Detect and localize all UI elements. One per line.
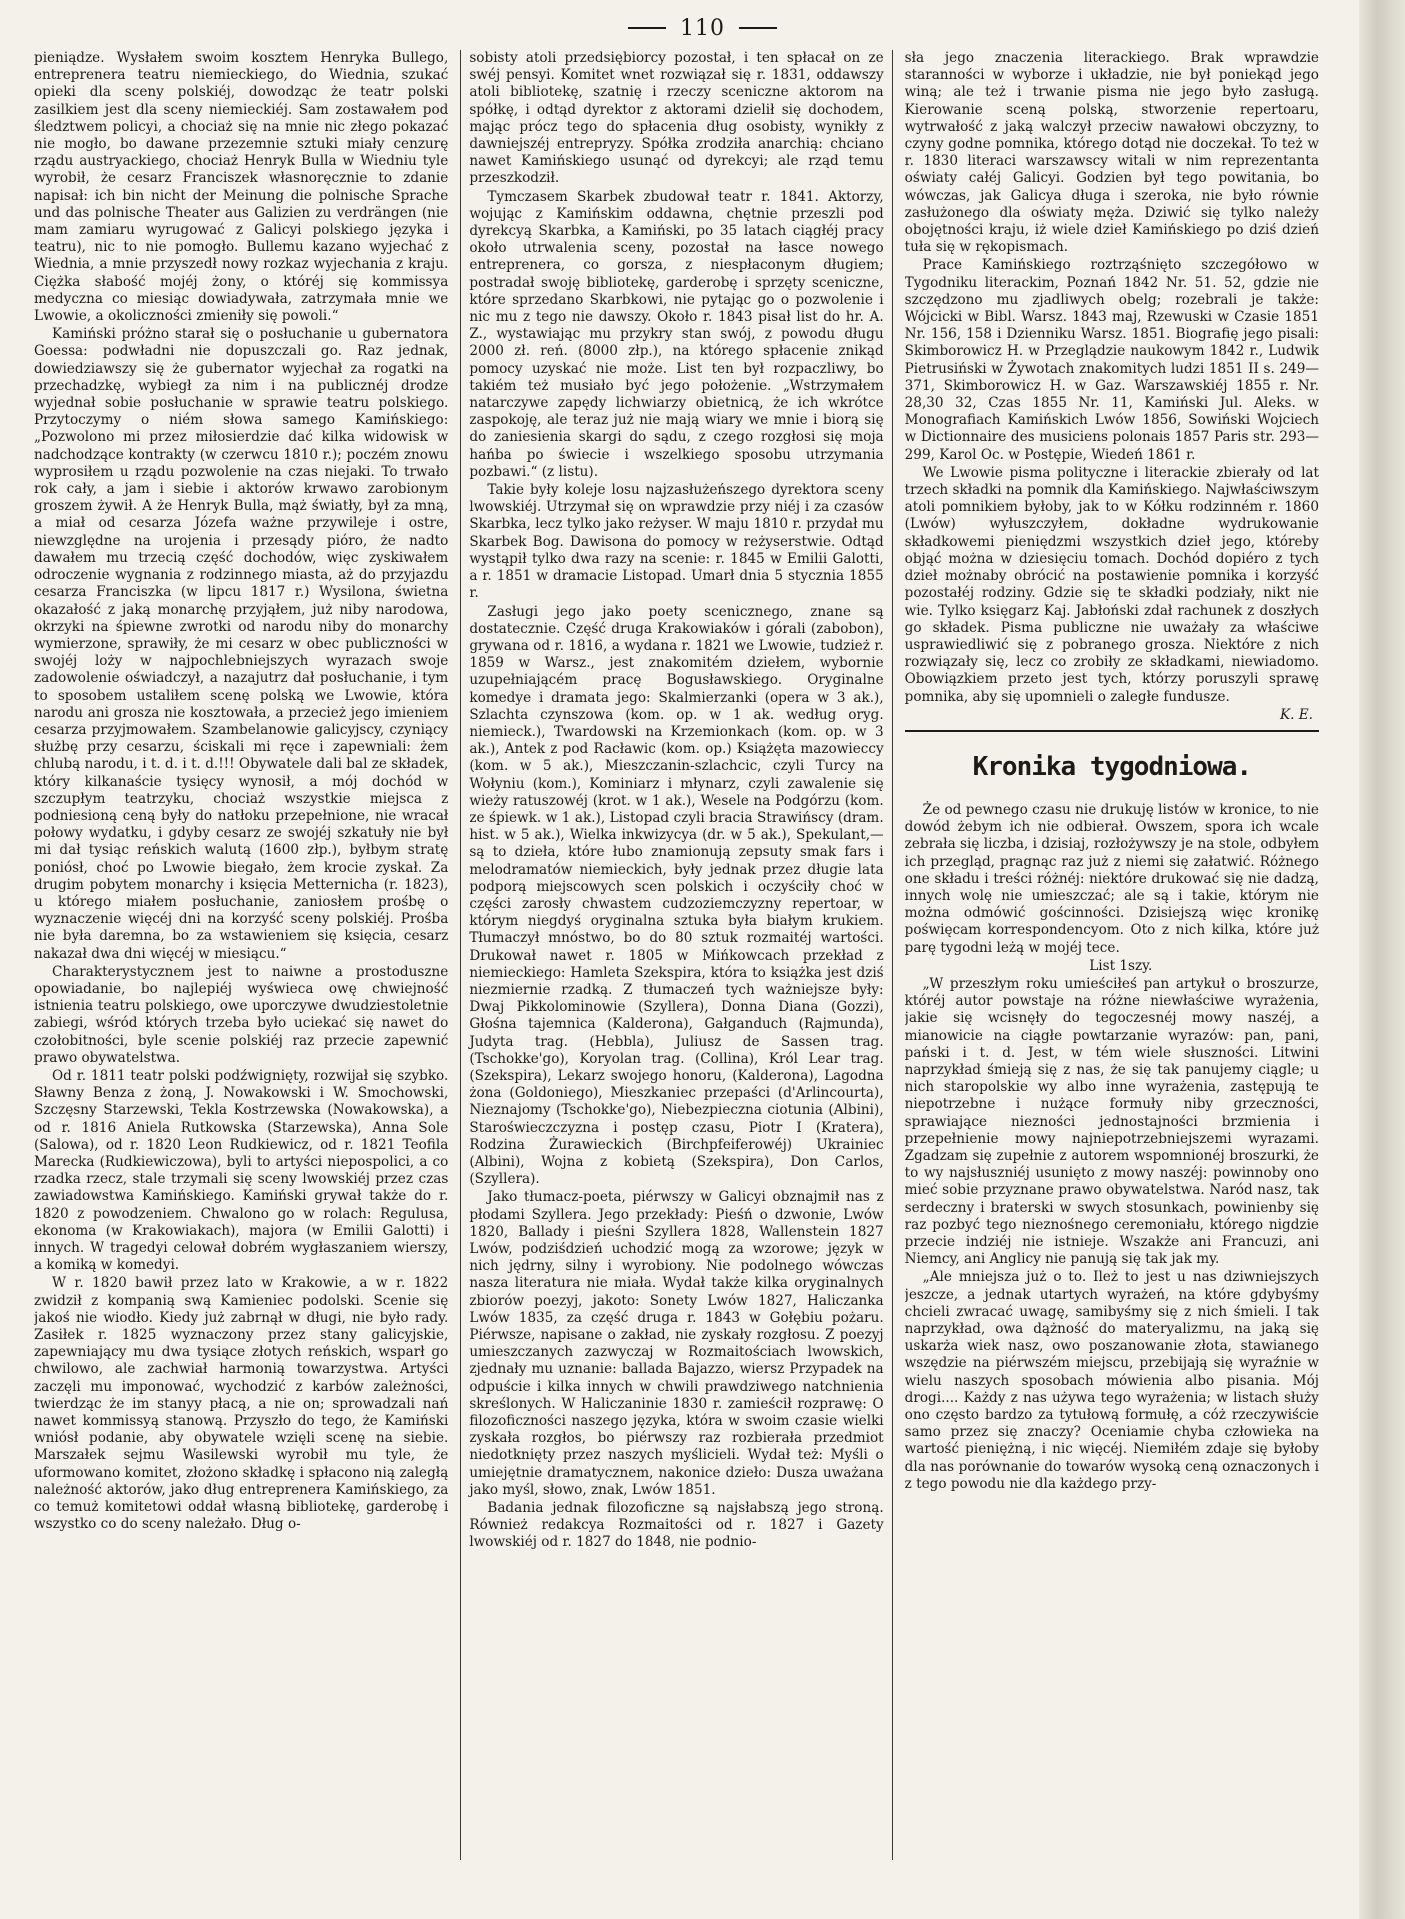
page-number: 110 [680,15,725,41]
paragraph: Zasługi jego jako poety scenicznego, znane są dostatecznie. Część druga Krakowiaków i górali (zabobon), grywana od r. 1816, a wydana r. 1821 we Lwowie, tudzież r. 1859 w Warsz., jest znakomitém dziełem, wybornie uzupełniającém pracę Bogusławskiego. Oryginalne komedye i dramata jego: Skalmierzanki (opera w 3 ak.), Szlachta czynszowa (kom. op. w 1 ak. według oryg. niemieck.), Twardowski na Krzemionkach (kom. op. w 3 ak.), Antek z pod Racławic (kom. op.) Książęta mazowieccy (kom. w 5 ak.), Mieszczanin-szlachcic, czyli Turcy na Wołyniu (kom.), Kominiarz i młynarz, czyli zawalenie się wieży ratuszowéj (krot. w 1 ak.), Wesele na Podgórzu (kom. ze śpiewk. w 1 ak.), Listopad czyli bracia Strawińscy (dram. hist. w 5 ak.), Wielka inkwizycya (dr. w 5 ak.), Spekulant,—są to dzieła, które łubo znamionują zepsuty smak fars i melodramatów niemieckich, były jednak przez długie lata podporą miejscowych scen polskich i oczyściły choć w części zarosły chwastem cudzoziemczyzny repertoar, w którym niegdyś oryginalna sztuka była białym krukiem. Tłumaczył mnóstwo, bo do 80 sztuk rozmaitéj wartości. Drukował nawet r. 1805 w Mińkowcach przekład z niemieckiego: Hamleta Szekspira, która to książka jest dziś niezmiernie rzadką. Z tłumaczeń tych ważniejsze były: Dwaj Pikkolominowie (Szyllera), Donna Diana (Gozzi), Głośna tajemnica (Kalderona), Gałganduch (Rajmunda), Judyta trag. (Hebbla), Juliusz de Sassen trag. (Tschokke'go), Koryolan trag. (Collina), Król Lear trag. (Szekspira), Lekarz swojego honoru, (Kalderona), Lagodna żona (Goldoniego), Mieszkaniec przepaści (d'Arlincourta), Nieznajomy (Tschokke'go), Niebezpieczna ciotunia (Albini), Staroświeczczyzna i postęp czasu, Piotr I (Kratera), Rodzina Żurawieckich (Birchpfeiferowéj) Ukrainiec (Albini), Wojna z kobietą (Szekspira), Don Carlos, (Szyllera). [469,603,884,1188]
paragraph: „Ale mniejsza już o to. Ileż to jest u nas dziwniejszych jeszcze, a jednak utartych wyrażeń, na które gdybyśmy chcieli zwracać uwagę, samibyśmy się z nich śmieli. I tak naprzykład, owa dążność do materyalizmu, na jaką się uskarża wiek nasz, owo poszanowanie złota, stawianego wszędzie na piérwszém miejscu, przebijają się wyraźnie w wielu naszych sposobach mówienia albo pisania. Mój drogi.... Każdy z nas używa tego wyrażenia; w listach służy ono często bardzo za tytułową formułę, a cóż rzeczywiście samo przez się znaczy? Oceniamie chyba człowieka na wartość pieniężną, i nic więcéj. Niemiłém zdaje się byłoby dla nas porównanie do towarów wysoką ceną oznaczonych i z tego powodu nie dla każdego przy- [904,1269,1319,1492]
paragraph: Takie były koleje losu najzasłużeńszego dyrektora sceny lwowskiéj. Utrzymał się on wprawdzie przy niéj i za czasów Skarbka, lecz tylko jako reżyser. W maju 1810 r. przydał mu Skarbek Bog. Dawisona do pomocy w reżyserstwie. Odtąd wystąpił tylko dwa razy na scenie: r. 1845 w Emilii Galotti, a r. 1851 w dramacie Listopad. Umarł dnia 5 stycznia 1855 r. [469,482,884,602]
section-title: Kronika tygodniowa. [972,751,1252,782]
header-rule-left [628,27,666,29]
article-columns [34,50,1319,1860]
page-header [0,10,1405,46]
scan-edge [1359,0,1405,1919]
paragraph: Od r. 1811 teatr polski podźwignięty, rozwijał się szybko. Sławny Benza z żoną, J. Nowakowski i W. Smochowski, Szczęsny Starzewski, Tekla Kostrzewska (Nowakowska), a od r. 1816 Aniela Rutkowska (Starzewska), Anna Sole (Salowa), od r. 1820 Leon Rudkiewicz, od r. 1821 Teofila Marecka (Rudkiewiczowa), byli to artyści niepospolici, a co rzadka rzecz, stale trzymali się sceny lwowskiéj przez czas zawiadowstwa Kamińskiego. Kamiński grywał także do r. 1820 z powodzeniem. Chwalono go w rolach: Regulusa, ekonoma (w Krakowiakach), majora (w Emilii Galotti) i innych. W tragedyi celował dobrém wygłaszaniem wierszy, a komiką w komedyi. [34,1067,449,1274]
paragraph: Jako tłumacz-poeta, piérwszy w Galicyi obznajmił nas z płodami Szyllera. Jego przekłady: Pieśń o dzwonie, Lwów 1820, Ballady i pieśni Szyllera 1828, Wallenstein 1827 Lwów, podziśdzień uchodzić mogą za wzorowe; język w nich jędrny, silny i wyrobiony. Nie podolnego wówczas nasza literatura nie miała. Wydał także kilka oryginalnych zbiorów poezyj, jakoto: Sonety Lwów 1827, Haliczanka Lwów 1835, za część druga r. 1843 w Gołębiu pożaru. Piérwsze, napisane o zakład, nie zyskały rozgłosu. Z poezyj umieszczanych zazwyczaj w Rozmaitościach lwowskich, zjednały mu uznanie: ballada Bajazzo, wiersz Przypadek na odpuście i kilka innych w chwili prawdziwego natchnienia skreślonych. W Haliczaninie 1830 r. zamieścił rozprawę: O filozoficzności naszego języka, która w swoim czasie wielki zyskała rozgłos, bo piérwszy raz rozbierała przedmiot niedotknięty przez naszych myślicieli. Wydał też: Myśli o umiejętnie dramatycznem, nakonice dzieło: Dusza uważana jako myśl, słowo, znak, Lwów 1851. [469,1189,884,1498]
section-divider [905,730,1319,732]
paragraph: Prace Kamińskiego roztrząśnięto szczegółowo w Tygodniku literackim, Poznań 1842 Nr. 51. 52, gdzie nie szczędzono mu zjadliwych obelg; rozebrali je także: Wójcicki w Bibl. Warsz. 1843 maj, Rzewuski w Czasie 1851 Nr. 156, 158 i Dzienniku Warsz. 1851. Biografię jego pisali: Skimborowicz H. w Przeglądzie naukowym 1842 r., Ludwik Pietrusiński w Żywotach znakomitych ludzi 1851 II s. 249—371, Skimborowicz H. w Gaz. Warszawskiéj 1855 r. Nr. 28,30 32, Czas 1855 Nr. 11, Kamiński Jul. Aleks. w Monografiach Kamińskich Lwów 1856, Sowiński Wojciech w Dictionnaire des musiciens polonais 1857 Paris str. 293—299, Karol Oc. w Postępie, Wiedeń 1861 r. [904,257,1319,463]
paragraph: „W przeszłym roku umieściłeś pan artykuł o broszurze, któréj autor powstaje na różne niewłaściwe wyrażenia, jakie się wcisnęły do tegoczesnéj mowy naszéj, a mianowicie na ciągłe powtarzanie wyrazów: pan, pani, pański i t. d. Jest, w tém wiele słuszności. Litwini naprzykład śmieją się z nas, że się tak panujemy ciągle; u nich staropolskie wy albo inne wyrażenia, zastępują te niepotrzebne i nużące formuły niby grzeczności, sprawiające niezności jednostajności brzmienia i przepełnienie mowy najniepotrzebniejszemi wyrazami. Zgadzam się zupełnie z autorem wspomnionéj broszurki, że to wy najsłuszniéj usunięto z mowy naszéj: powinnoby ono mieć sobie przyznane prawo obywatelstwa. Naród nasz, tak serdeczny i braterski w swych stosunkach, powinienby się raz pozbyć tego nieznośnego ceremoniału, którego nigdzie przecie indziéj nie istnieje. Wszakże ani Francuzi, ani Niemcy, ani Anglicy nie panują się tak jak my. [904,975,1319,1268]
column-left [34,50,448,1860]
paragraph: Kamiński próżno starał się o posłuchanie u gubernatora Goessa: podwładni nie dopuszczali go. Raz jednak, dowiedziawszy się że gubernator wyjechał za rogatki na przechadzkę, wybiegł za nim i na publicznéj drodze wyjednał sobie posłuchanie w sprawie teatru polskiego. Przytoczymy o niém słowa samego Kamińskiego: „Pozwolono mi przez miłosierdzie dać kilka widowisk w nadchodzące kontrakty (w czerwcu 1810 r.); poczém znowu wyprosiłem u rządu pozwolenie na czas niejaki. To trwało rok cały, a jam i siebie i aktorów krwawo zarobionym groszem żywił. A że Henryk Bulla, mąż światły, był za mną, a miał od cesarza Józefa ważne przywileje i ostre, niewzględne na urojenia i przesądy pióro, że nadto dawałem mu trzecią część dochodów, więc zyskiwałem odroczenie wygnania z rodzinnego miasta, aż do przyjazdu cesarza Franciszka (w lipcu 1817 r.) Wysilona, świetna okazałość z jaką monarchę przyjąłem, już niby narodowa, okrzyki na śpiewne zwrotki od narodu niby do monarchy wymierzone, sprawiły, że mi cesarz w obec publiczności w swojéj loży w najpochlebniejszych wyrazach swoje zadowolenie oświadczył, a nazajutrz dał posłuchanie, i tym to sposobem ustaliłem scenę polską we Lwowie, która narodu ani grosza nie kosztowała, a przecież jego imieniem cesarza przyjmowałem. Szambelanowie galicyjscy, czyniący służbę przy cesarzu, ściskali mi ręce i zapewniali: żem chlubą narodu, i t. d. i t. d.!!! Obywatele dali bal ze składek, który kilkanaście tysięcy wynosił, a mój dochód w szczupłym teatrzyku, chociaż wszystkie miejsca z podniesioną ceną były do natłoku przepełnione, nie wracał połowy wydatku, i gdyby cesarz ze swojéj szkatuły nie był mi dał tysiąc reńskich walutą (1600 złp.), byłbym stratę poniósł, choć po Lwowie biegało, żem krocie zyskał. Za drugim pobytem monarchy i księcia Metternicha (r. 1823), u którego miałem posłuchanie, zaniosłem prośbę o wyznaczenie więcéj dni na korzyść sceny polskiéj. Prośba nie była daremna, bo za wstawieniem się księcia, cesarz nakazał dwa dni więcéj w miesiącu.“ [34,326,449,962]
paragraph: sła jego znaczenia literackiego. Brak wprawdzie staranności w wyborze i układzie, nie był poniekąd jego winą; ale też i trwanie pisma nie jego było zasługą. Kierowanie sceną polską, stworzenie repertoaru, wytrwałość z jaką walczył przeciw nawałowi obczyzny, to czyny godne pomnika, którego dotąd nie doczekał. To też w r. 1830 literaci warszawscy witali w nim reprezentanta oświaty całéj Galicyi. Godzien był tego powitania, bo wówczas, jak Galicya długa i szeroka, nie było równie zasłużonego dla oświaty męża. Dziwić się tylko należy obojętności kraju, iż wiele dzieł Kamińskiego po dziś dzień tuła się w rękopismach. [904,50,1319,256]
column-right [905,50,1319,1860]
paragraph: pieniądze. Wysłałem swoim kosztem Henryka Bullego, entreprenera teatru niemieckiego, do Wiednia, szukać opieki dla sceny polskiéj, dowodząc że teatr polski zasilkiem jest dla sceny niemieckiéj. Sam zostawałem pod śledztwem policyi, a chociaż się na mnie nic złego pokazać nie mogło, bo dawane przezemnie sztuki miały cenzurę rządu austryackiego, chociaż Henryk Bulla w Wiedniu tyle wyrobił, że cesarz Franciszek własnoręcznie to zdanie napisał: ich bin nicht der Meinung die polnische Sprache und das polnische Theater aus Galizien zu verdrängen (nie mam zamiaru wyrugować z Galicyi polskiego języka i teatru), nic to nie pomogło. Bullemu kazano wyjechać z Wiednia, a mnie przyszedł nowy rozkaz wyjechania z kraju. Ciężka słabość mojéj żony, o któréj się kommissya medyczna co miesiąc dowiadywała, zatrzymała mnie we Lwowie, a okoliczności zmieniły się powoli.“ [34,50,449,325]
header-rule-right [739,27,777,29]
column-middle [460,50,892,1860]
paragraph: sobisty atoli przedsiębiorcy pozostał, i ten spłacał on ze swéj pensyi. Komitet wnet rozwiązał się r. 1831, oddawszy atoli bibliotekę, szatnię i rzeczy sceniczne aktorom na spółkę, i odtąd dyrektor z aktorami dzielił się dochodem, mając prócz tego do spłacenia dług osobisty, wynikły z dawniejszéj entrepryzy. Spółka zrodziła anarchią: chciano nawet Kamińskiego usunąć od dyrekcyi; ale rząd temu przeszkodził. [469,50,884,187]
letter-heading: List 1szy. [1089,957,1153,974]
paragraph: Charakterystycznem jest to naiwne a prostoduszne opowiadanie, bo najlepiéj wyświeca owę chwiejność istnienia teatru polskiego, owe uporczywe dwudziestoletnie zabiegi, wśród których trzeba było uciekać się nawet do czołobitności, byle scenie polskiéj raz przecie zapewnić prawo obywatelstwa. [34,963,449,1066]
paragraph: Badania jednak filozoficzne są najsłabszą jego stroną. Również redakcya Rozmaitości od r. 1827 i Gazety lwowskiéj od r. 1827 do 1848, nie podnio- [469,1500,884,1551]
paragraph: Tymczasem Skarbek zbudował teatr r. 1841. Aktorzy, wojując z Kamińskim oddawna, chętnie przeszli pod dyrekcyą Skarbka, a Kamiński, po 35 latach ciągłéj pracy około utrwalenia sceny, pozostał na łasce nowego entreprenera, co gorsza, z niespłaconym długiem; postradał swoję bibliotekę, garderobę i sprzęty sceniczne, które sprzedano Skarbkowi, nie pytając go o pozwolenie i nic mu z tego nie dawszy. Około r. 1843 pisał list do hr. A. Z., wystawiając mu przykry stan swój, z powodu długu 2000 zł. reń. (8000 złp.), na którego spłacenie znikąd pomocy uzyskać nie może. List ten był rozpaczliwy, bo takiém też musiało być jego położenie. „Wstrzymałem natarczywe zapędy lichwiarzy obietnicą, że ich wkrótce zaspokoję, ale teraz już nie mają wiary we mnie i biorą się do zaniesienia skargi do sądu, z czego rozgłosi się moja hańba po świecie i wszelkiego sposobu utrzymania pozbawi.“ (z listu). [469,188,884,480]
paragraph: Że od pewnego czasu nie drukuję listów w kronice, to nie dowód żebym ich nie odbierał. Owszem, spora ich wcale zebrała się liczba, i dzisiaj, rozłożywszy je na stole, odbyłem ich przegląd, pragnąc raz już z niemi się załatwić. Różnego one składu i treści różnéj: niektóre drukować się nie dadzą, innych wolę nie umieszczać; ale są i takie, którym nie można odmówić gościnności. Dzisiejszą więc kronikę poświęcam korrespondencyom. Oto z nich kilka, które już parę tygodni leżą w mojéj tece. [904,801,1319,956]
article-signature: K. E. [1279,706,1313,723]
paragraph: W r. 1820 bawił przez lato w Krakowie, a w r. 1822 zwidził z kompanią swą Kamieniec podolski. Scenie się jakoś nie wiodło. Kiedy już zabrnął w długi, nie było rady. Zasiłek r. 1825 wyznaczony przez stany galicyjskie, zapewniający mu dwa tysiące złotych reńskich, wsparł go chwilowo, ale zachwiał harmonią towarzystwa. Artyści zaczęli mu imponować, wychodzić z karbów zależności, twierdząc że im stanyy płacą, a nie on; sprowadzali nań nawet kommissyą stanową. Przyszło do tego, że Kamiński wniósł podanie, aby obywatele wzięli scenę na siebie. Marszałek sejmu Wasilewski wyrobił mu tyle, że uformowano komitet, złożono składkę i spłacono nią zaległą należność aktorów, jako dług entreprenera Kamińskiego, za co temuż komitetowi oddał własną bibliotekę, garderobę i wszystko co do sceny należało. Dług o- [34,1275,449,1533]
paragraph: We Lwowie pisma polityczne i literackie zbierały od lat trzech składki na pomnik dla Kamińskiego. Najwłaściwszym atoli pomnikiem byłoby, jak to w Kółku rodzinném r. 1860 (Lwów) wyłuszczyłem, dokładne wydrukowanie składkowemi pieniędzmi wszystkich dzieł jego, któreby objąć można w dziesięciu tomach. Dochód dopiéro z tych dzieł możnaby obrócić na postawienie pomnika i korzyść pozostałéj rodziny. Gdzie się te składki podziały, nikt nie wie. Tylko księgarz Kaj. Jabłoński zdał rachunek z doszłych go składek. Pisma publiczne nie uważały za właściwe usprawiedliwić się z pobranego grosza. Niektóre z nich rozwiązały się, lecz co zrobiły ze składkami, niewiadomo. Obowiązkiem przeto jest tych, którzy poruszyli sprawę pomnika, aby się upomnieli o zaległe fundusze. [904,464,1319,705]
